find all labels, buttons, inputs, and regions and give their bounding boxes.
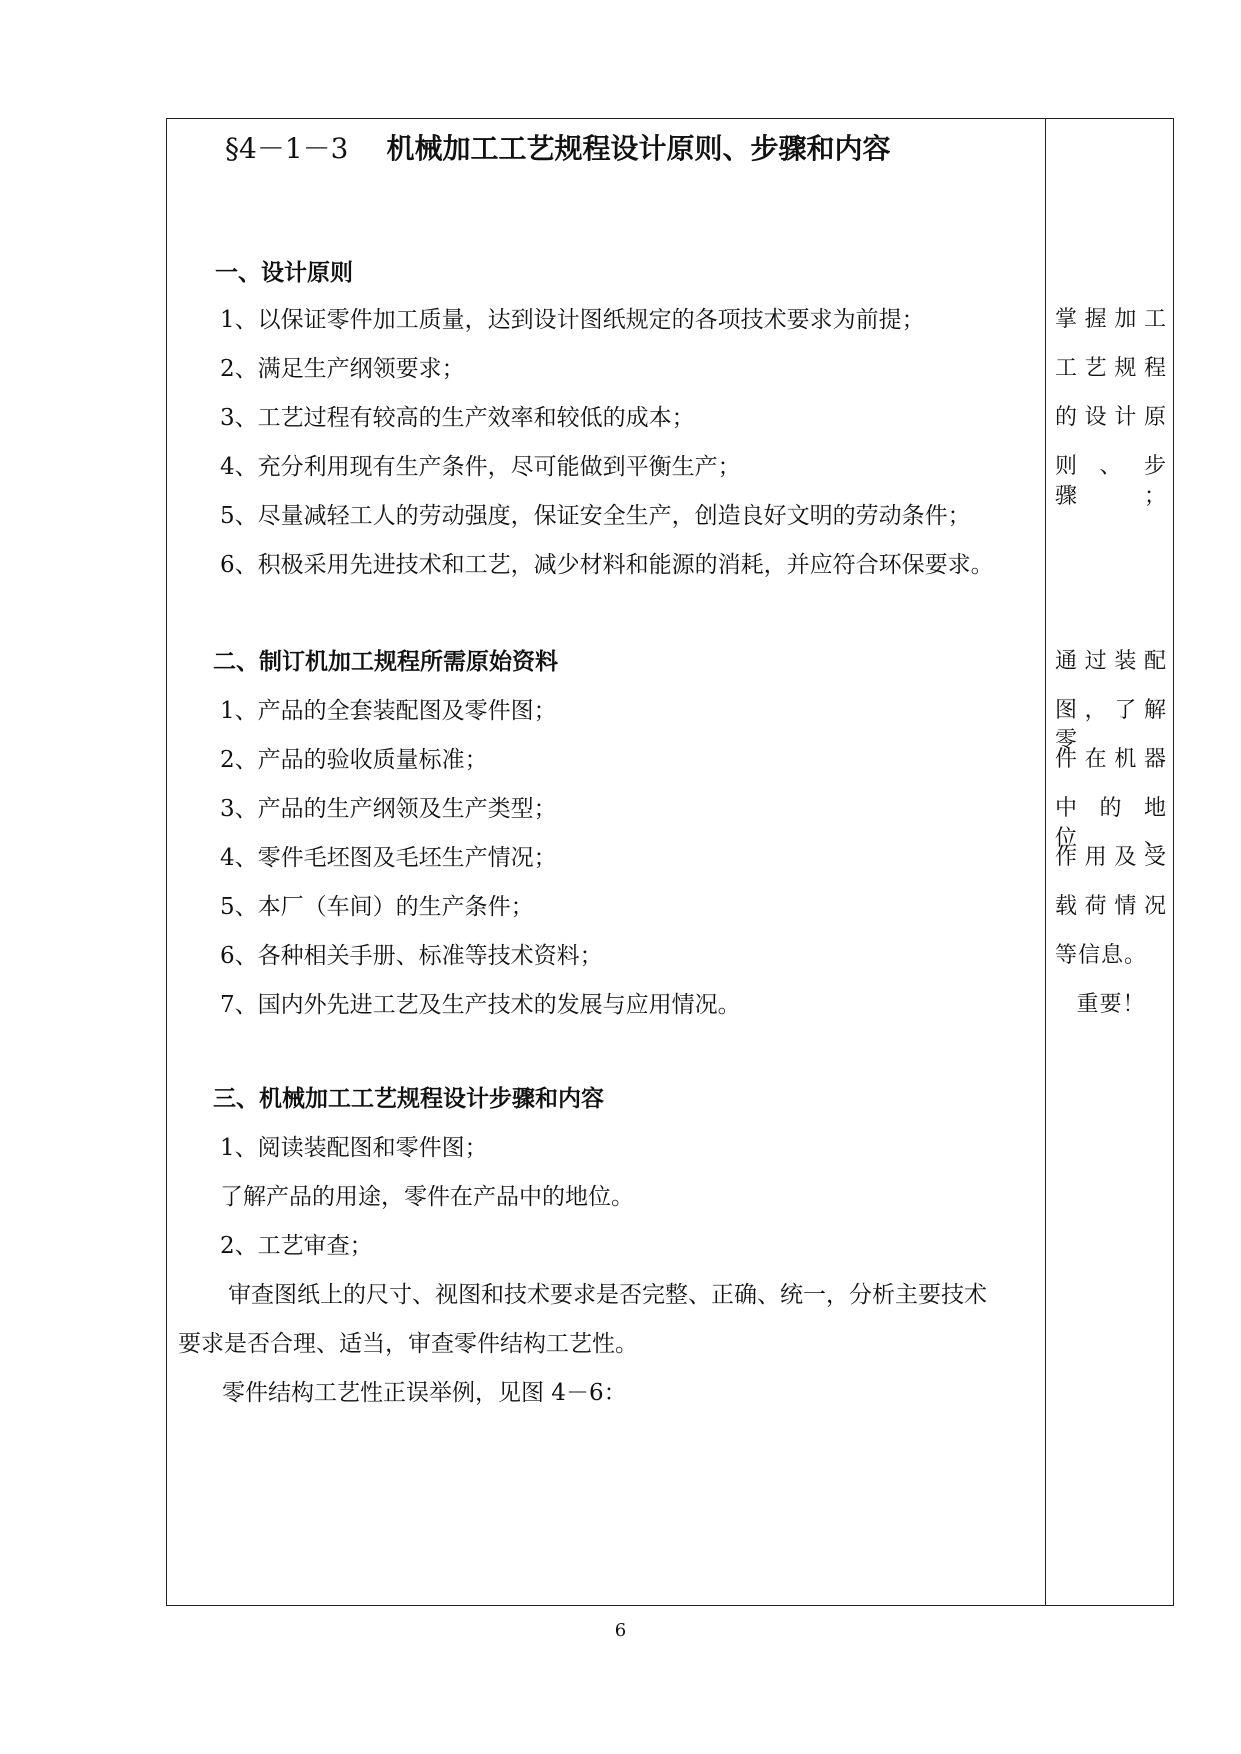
list-item: 2、工艺审查； bbox=[220, 1233, 373, 1259]
side-note-line: 作用及受 bbox=[1055, 845, 1167, 870]
section-number: §4－1－3 bbox=[225, 132, 349, 165]
list-item: 6、各种相关手册、标准等技术资料； bbox=[220, 943, 603, 969]
list-item: 5、尽量减轻工人的劳动强度，保证安全生产，创造良好文明的劳动条件； bbox=[220, 503, 971, 529]
list-item: 3、产品的生产纲领及生产类型； bbox=[220, 796, 557, 822]
section-heading-1: 一、设计原则 bbox=[215, 259, 353, 286]
list-item: 7、国内外先进工艺及生产技术的发展与应用情况。 bbox=[220, 992, 741, 1018]
list-item: 2、满足生产纲领要求； bbox=[220, 356, 465, 382]
side-note-line: 则、步骤； bbox=[1055, 454, 1167, 509]
list-item: 4、充分利用现有生产条件，尽可能做到平衡生产； bbox=[220, 454, 741, 480]
list-item: 6、积极采用先进技术和工艺，减少材料和能源的消耗，并应符合环保要求。 bbox=[220, 552, 994, 578]
list-item: 1、阅读装配图和零件图； bbox=[220, 1135, 488, 1161]
paragraph: 零件结构工艺性正误举例，见图 4－6： bbox=[222, 1380, 627, 1406]
side-note-line: 件在机器 bbox=[1055, 747, 1167, 772]
paragraph: 审查图纸上的尺寸、视图和技术要求是否完整、正确、统一，分析主要技术 bbox=[228, 1282, 987, 1308]
side-note-line: 等信息。 bbox=[1055, 943, 1148, 968]
paragraph: 要求是否合理、适当，审查零件结构工艺性。 bbox=[178, 1331, 638, 1357]
side-note-line: 的设计原 bbox=[1055, 405, 1167, 430]
list-item: 5、本厂（车间）的生产条件； bbox=[220, 894, 534, 920]
section-title bbox=[225, 134, 890, 164]
side-note-line: 中的地位、 bbox=[1055, 796, 1167, 851]
side-note-important: 重要！ bbox=[1076, 992, 1146, 1017]
section-title-text: 机械加工工艺规程设计原则、步骤和内容 bbox=[386, 132, 891, 165]
side-note-line: 工艺规程 bbox=[1055, 356, 1167, 381]
column-divider bbox=[1045, 118, 1046, 1606]
list-item: 1、产品的全套装配图及零件图； bbox=[220, 698, 557, 724]
section-heading-3: 三、机械加工工艺规程设计步骤和内容 bbox=[213, 1085, 604, 1112]
list-item: 2、产品的验收质量标准； bbox=[220, 747, 488, 773]
side-note-line: 载荷情况 bbox=[1055, 894, 1167, 919]
side-note-line: 掌握加工 bbox=[1055, 307, 1167, 332]
page-number: 6 bbox=[614, 1620, 627, 1641]
list-item: 4、零件毛坯图及毛坯生产情况； bbox=[220, 845, 557, 871]
side-note-line: 通过装配 bbox=[1055, 649, 1167, 674]
list-item: 3、工艺过程有较高的生产效率和较低的成本； bbox=[220, 405, 695, 431]
section-heading-2: 二、制订机加工规程所需原始资料 bbox=[213, 648, 558, 675]
paragraph: 了解产品的用途，零件在产品中的地位。 bbox=[220, 1184, 634, 1210]
side-note-line: 图，了解零 bbox=[1055, 698, 1167, 753]
list-item: 1、以保证零件加工质量，达到设计图纸规定的各项技术要求为前提； bbox=[220, 307, 925, 333]
